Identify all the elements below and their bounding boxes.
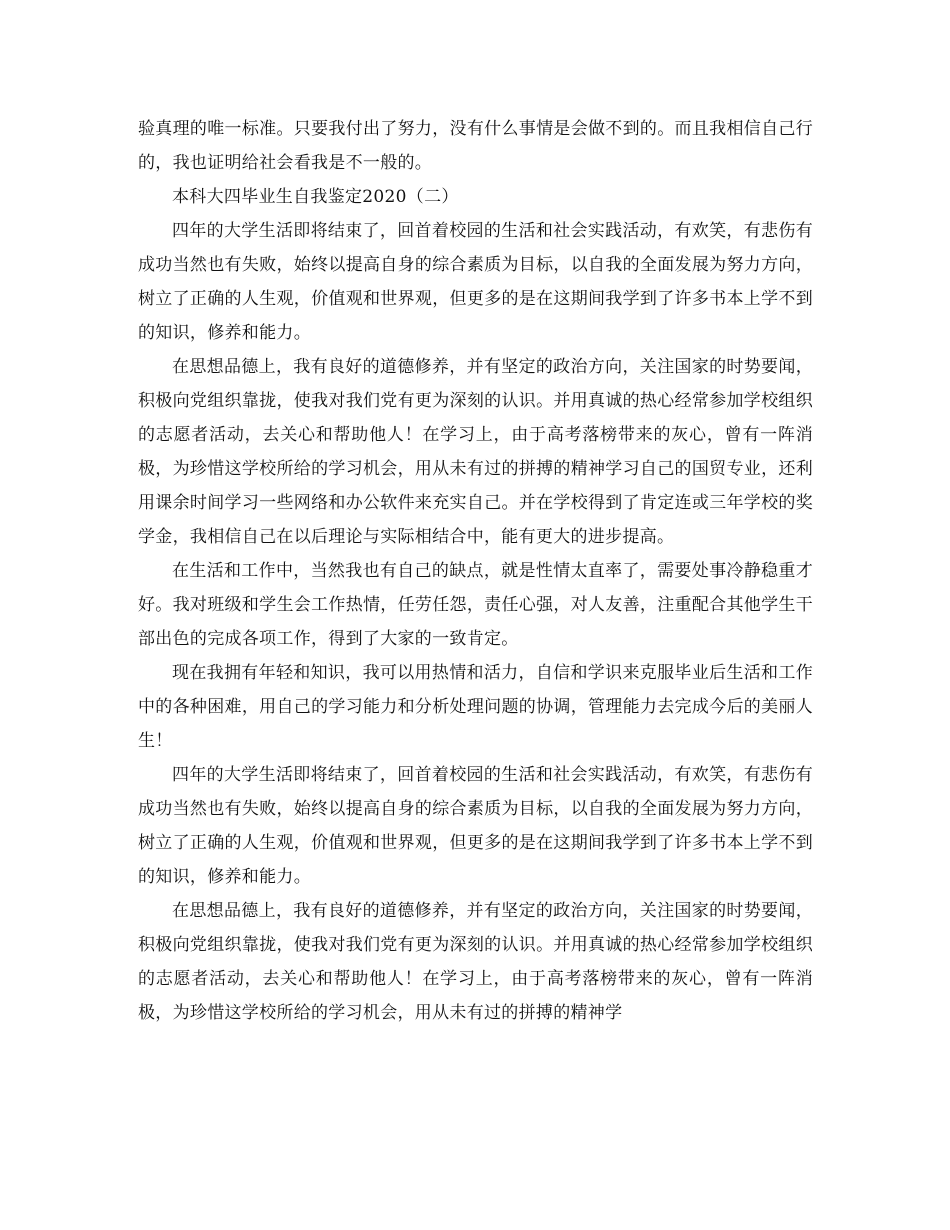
paragraph: 四年的大学生活即将结束了，回首着校园的生活和社会实践活动，有欢笑，有悲伤有成功当然也有失败，始终以提高自身的综合素质为目标，以自我的全面发展为努力方向，树立了正确的人生观，价值观和世界观，但更多的是在这期间我学到了许多书本上学不到的知识，修养和能力。 [138, 765, 813, 887]
section-heading: 本科大四毕业生自我鉴定2020（二） [172, 187, 459, 207]
paragraph: 现在我拥有年轻和知识，我可以用热情和活力，自信和学识来克服毕业后生活和工作中的各种困难，用自己的学习能力和分析处理问题的协调，管理能力去完成今后的美丽人生！ [138, 663, 813, 751]
paragraph-continued: 验真理的唯一标准。只要我付出了努力，没有什么事情是会做不到的。而且我相信自己行的，我也证明给社会看我是不一般的。 [138, 119, 813, 173]
document-body [138, 112, 813, 1030]
paragraph: 在思想品德上，我有良好的道德修养，并有坚定的政治方向，关注国家的时势要闻，积极向党组织靠拢，使我对我们党有更为深刻的认识。并用真诚的热心经常参加学校组织的志愿者活动，去关心和帮助他人！在学习上，由于高考落榜带来的灰心，曾有一阵消极，为珍惜这学校所给的学习机会，用从未有过的拼搏的精神学 [138, 901, 813, 1023]
paragraph: 四年的大学生活即将结束了，回首着校园的生活和社会实践活动，有欢笑，有悲伤有成功当然也有失败，始终以提高自身的综合素质为目标，以自我的全面发展为努力方向，树立了正确的人生观，价值观和世界观，但更多的是在这期间我学到了许多书本上学不到的知识，修养和能力。 [138, 221, 813, 343]
paragraph: 在生活和工作中，当然我也有自己的缺点，就是性情太直率了，需要处事冷静稳重才好。我对班级和学生会工作热情，任劳任怨，责任心强，对人友善，注重配合其他学生干部出色的完成各项工作，得到了大家的一致肯定。 [138, 561, 813, 649]
paragraph: 在思想品德上，我有良好的道德修养，并有坚定的政治方向，关注国家的时势要闻，积极向党组织靠拢，使我对我们党有更为深刻的认识。并用真诚的热心经常参加学校组织的志愿者活动，去关心和帮助他人！在学习上，由于高考落榜带来的灰心，曾有一阵消极，为珍惜这学校所给的学习机会，用从未有过的拼搏的精神学习自己的国贸专业，还利用课余时间学习一些网络和办公软件来充实自己。并在学校得到了肯定连或三年学校的奖学金，我相信自己在以后理论与实际相结合中，能有更大的进步提高。 [138, 357, 813, 547]
